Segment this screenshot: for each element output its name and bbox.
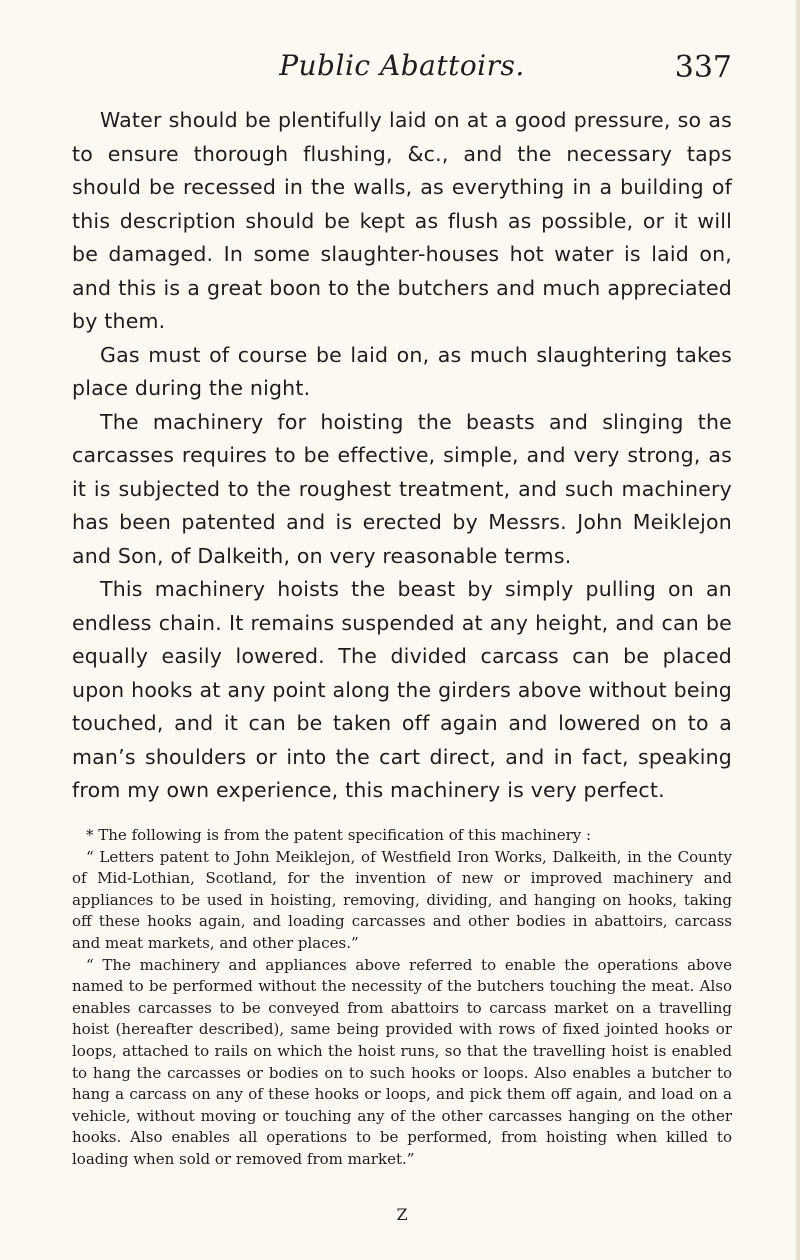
body-text: [72, 104, 732, 808]
running-title: Public Abattoirs.: [279, 49, 525, 82]
footnote-paragraph: “ The machinery and appliances above referred to enable the operations above named to be performed without the necessity of the butchers touching the meat. Also enables carcasses to be conveyed from abattoirs to carcass market on a travelling hoist (hereafter described), same being provided with rows of fixed jointed hooks or loops, attached to rails on which the hoist runs, so that the travelling hoist is enabled to hang the carcasses or bodies on to such hooks or loops. Also enables a butcher to hang a carcass on any of these hooks or loops, and pick them off again, and load on a vehicle, without moving or touching any of the other carcasses hanging on the other hooks. Also enables all operations to be performed, from hoisting when killed to loading when sold or removed from market.”: [72, 955, 732, 1168]
page-edge-shadow: [796, 0, 800, 1260]
footnotes: [72, 825, 732, 1171]
page-number: 337: [674, 50, 732, 85]
body-paragraph: The machinery for hoisting the beasts and slinging the carcasses requires to be effective, simple, and very strong, as it is subjected to the roughest treatment, and such machinery has been patented and is erected by Messrs. John Meiklejon and Son, of Dalkeith, on very reasonable terms.: [72, 409, 732, 568]
body-paragraph: This machinery hoists the beast by simply pulling on an endless chain. It remains suspended at any height, and can be equally easily lowered. The divided carcass can be placed upon hooks at any point along the girders above without being touched, and it can be taken off again and lowered on to a man’s shoulders or into the cart direct, and in fact, speaking from my own experience, this machinery is very perfect.: [72, 577, 732, 802]
footnote-paragraph: “ Letters patent to John Meiklejon, of Westfield Iron Works, Dalkeith, in the County of Mid-Lothian, Scotland, for the invention of new or improved machinery and appliances to be used in hoisting, removing, dividing, and hanging on hooks, taking off these hooks again, and loading carcasses and other bodies in abattoirs, carcass and meat markets, and other places.”: [72, 847, 732, 952]
body-paragraph: Water should be plentifully laid on at a good pressure, so as to ensure thorough flushing, &c., and the necessary taps should be recessed in the walls, as everything in a building of this description should be kept as flush as possible, or it will be damaged. In some slaughter-houses hot water is laid on, and this is a great boon to the butchers and much appreciated by them.: [72, 108, 732, 333]
running-head: [72, 48, 732, 92]
body-paragraph: Gas must of course be laid on, as much slaughtering takes place during the night.: [72, 342, 732, 400]
footnote-paragraph: * The following is from the patent specification of this machinery :: [86, 826, 592, 844]
signature-mark: Z: [396, 1205, 408, 1224]
